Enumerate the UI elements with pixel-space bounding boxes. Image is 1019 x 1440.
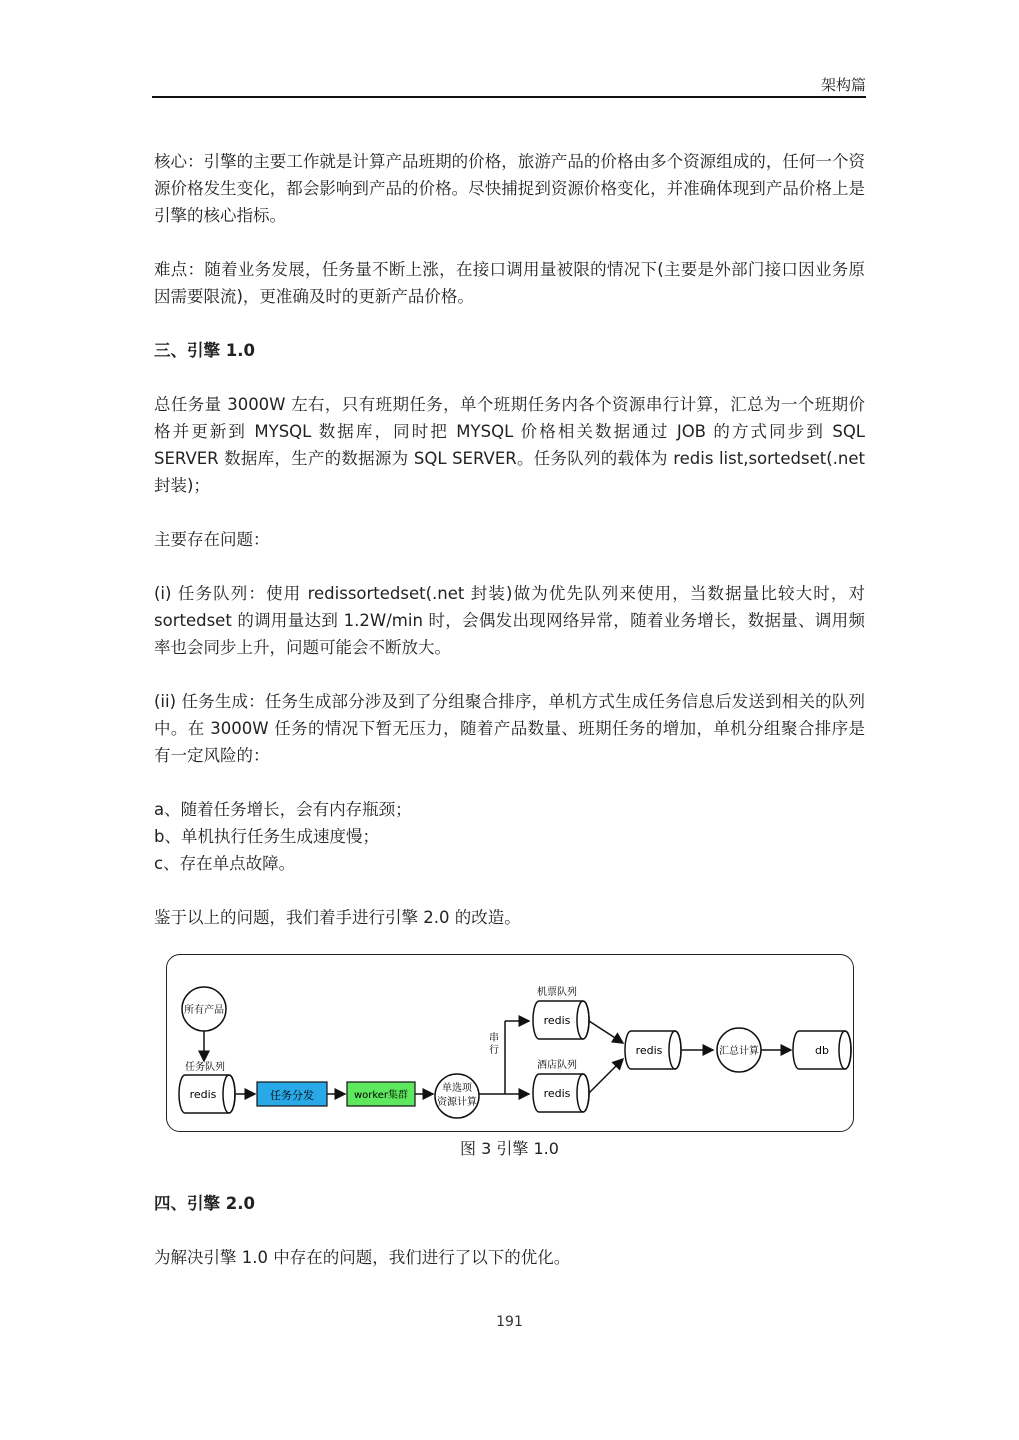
page-header — [152, 72, 866, 98]
redis-label-1: redis — [189, 1088, 217, 1101]
redis-label-4: redis — [635, 1044, 663, 1057]
result-redis — [625, 1031, 681, 1069]
paragraph-problem-1: (i) 任务队列：使用 redissortedset(.net 封装)做为优先队列来使用，当数据量比较大时，对 sortedset 的调用量达到 1.2W/min 时，会偶发出现网络异常，随着业务增长，数据量、调用频率也会同步上升，问题可能会不断放大。 — [154, 584, 865, 657]
redis-label-3: redis — [543, 1087, 571, 1100]
all-products-label: 所有产品 — [184, 1005, 224, 1016]
after-content — [154, 1190, 865, 1271]
all-products-node — [182, 987, 226, 1031]
redis-label-2: redis — [543, 1014, 571, 1027]
serial-label-1: 串 — [489, 1033, 499, 1044]
heading-engine-2: 四、引擎 2.0 — [154, 1194, 255, 1213]
hotel-queue-redis — [533, 1074, 589, 1112]
list-item-c: c、存在单点故障。 — [154, 854, 296, 873]
worker-label: worker集群 — [353, 1090, 409, 1101]
paragraph-difficulty: 难点：随着业务发展，任务量不断上涨，在接口调用量被限的情况下(主要是外部门接口因业务原因需要限流)，更准确及时的更新产品价格。 — [154, 260, 865, 306]
paragraph-conclusion: 鉴于以上的问题，我们着手进行引擎 2.0 的改造。 — [154, 908, 521, 927]
page-number: 191 — [496, 1314, 523, 1330]
main-content — [154, 148, 865, 931]
paragraph-total: 总任务量 3000W 左右，只有班期任务，单个班期任务内各个资源串行计算，汇总为一个班期价格并更新到 MYSQL 数据库，同时把 MYSQL 价格相关数据通过 JOB 的方式同步到 SQL SERVER 数据库，生产的数据源为 SQL SERVER。任务队列的载体为 redis list,sortedset(.net 封装)； — [154, 395, 865, 495]
diagram-svg — [167, 955, 855, 1133]
db-node — [793, 1031, 851, 1069]
task-queue-label: 任务队列 — [185, 1062, 225, 1073]
task-queue-redis — [179, 1075, 235, 1113]
summary-node — [717, 1028, 761, 1072]
summary-label: 汇总计算 — [719, 1046, 759, 1057]
single-label-2: 资源计算 — [437, 1097, 477, 1108]
dispatch-label: 任务分发 — [270, 1089, 314, 1102]
worker-node — [347, 1082, 415, 1106]
figure-caption: 图 3 引擎 1.0 — [460, 1139, 559, 1158]
list-item-b: b、单机执行任务生成速度慢； — [154, 827, 379, 846]
paragraph-core: 核心：引擎的主要工作就是计算产品班期的价格，旅游产品的价格由多个资源组成的，任何一个资源价格发生变化，都会影响到产品的价格。尽快捕捉到资源价格变化，并准确体现到产品价格上是引擎的核心指标。 — [154, 152, 865, 225]
db-label: db — [815, 1044, 829, 1057]
single-label-1: 单选项 — [442, 1083, 472, 1094]
single-resource-node — [435, 1074, 479, 1118]
serial-label-2: 行 — [489, 1045, 499, 1056]
flight-queue-label: 机票队列 — [537, 987, 577, 998]
hotel-queue-label: 酒店队列 — [537, 1060, 577, 1071]
heading-engine-1: 三、引擎 1.0 — [154, 341, 255, 360]
list-item-a: a、随着任务增长，会有内存瓶颈； — [154, 800, 412, 819]
section-title: 架构篇 — [820, 76, 866, 94]
paragraph-solve: 为解决引擎 1.0 中存在的问题，我们进行了以下的优化。 — [154, 1248, 571, 1267]
engine-diagram — [166, 954, 854, 1132]
paragraph-problem-2: (ii) 任务生成：任务生成部分涉及到了分组聚合排序，单机方式生成任务信息后发送到相关的队列中。在 3000W 任务的情况下暂无压力，随着产品数量、班期任务的增加，单机分组聚合排序是有一定风险的： — [154, 692, 865, 765]
flight-queue-redis — [533, 1001, 589, 1039]
paragraph-problems: 主要存在问题： — [154, 530, 270, 549]
dispatch-node — [257, 1082, 327, 1106]
